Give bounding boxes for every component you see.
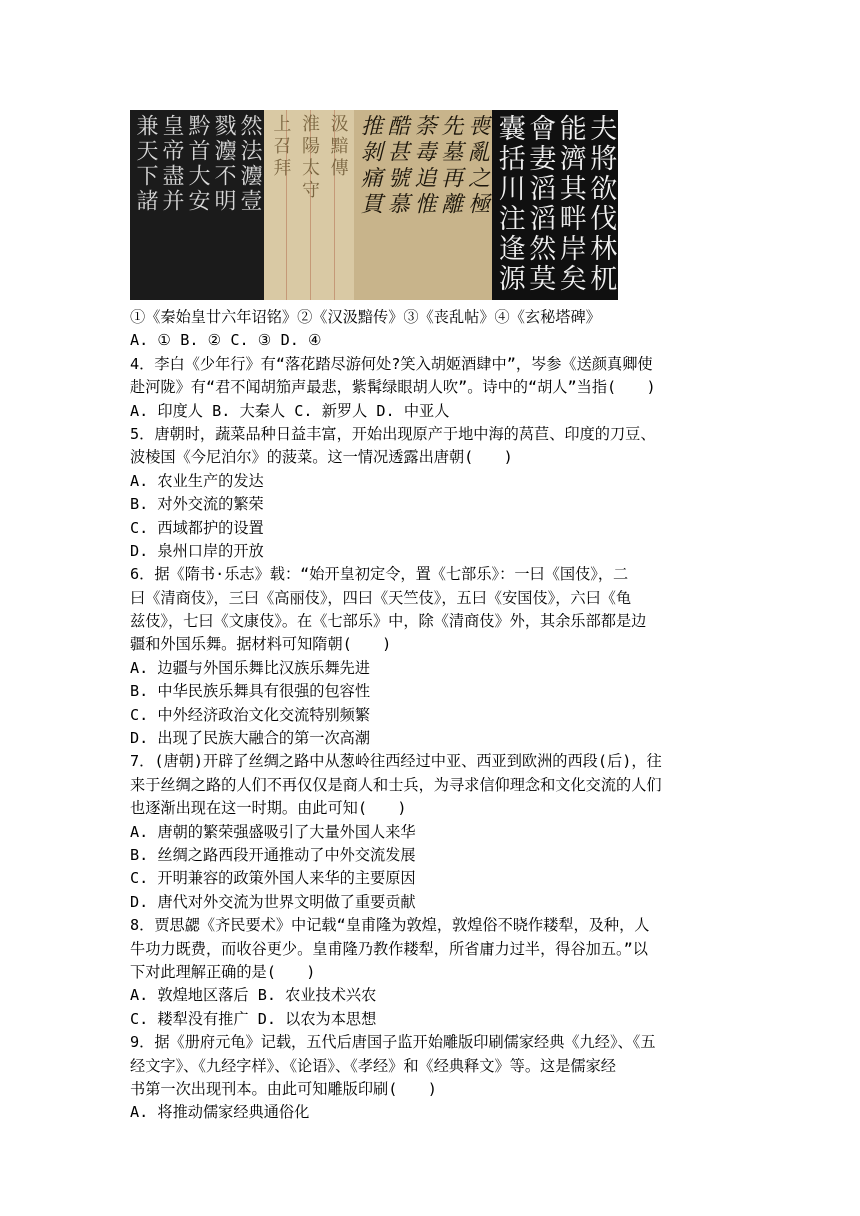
text-line: 也逐渐出现在这一时期。由此可知( ) [130,799,407,818]
glyph-column: 荼毒追惟 [410,114,436,218]
calligraphy-image-strip [130,110,618,300]
glyph-column: 會妻滔滔然莫 [524,114,556,294]
text-line: 经文字》、《九经字样》、《论语》、《孝经》和《经典释文》等。这是儒家经 [130,1056,616,1075]
text-line: 波棱国《今尼泊尔》的菠菜。这一情况透露出唐朝( ) [130,448,513,467]
xuanmi-stele-image [492,110,618,300]
text-line: A. 农业生产的发达 [130,471,264,490]
glyph-column: 黔首大安 [185,114,210,214]
text-line: 下对此理解正确的是( ) [130,962,316,981]
caption-item: ④《玄秘塔碑》 [494,308,601,326]
text-line: B. 丝绸之路西段开通推动了中外交流发展 [130,845,416,864]
glyph-column: 推剝痛貫 [357,114,383,218]
text-line: 赴河陇》有“君不闻胡笳声最悲，紫髯绿眼胡人吹”。诗中的“胡人”当指( ) [130,378,656,397]
glyph-column: 戮灋不明 [211,114,236,214]
text-line: A. 唐朝的繁荣强盛吸引了大量外国人来华 [130,822,416,841]
glyph-column: 先墓再離 [437,114,463,218]
glyph-column: 上召拜 [270,114,292,180]
glyph-column: 汲黯傳 [327,114,349,180]
text-line: A. ① B. ② C. ③ D. ④ [130,331,322,350]
text-line: 8．贾思勰《齐民要术》中记载“皇甫隆为敦煌，敦煌俗不晓作耧犁，及种，人 [130,916,650,935]
text-line: 来于丝绸之路的人们不再仅仅是商人和士兵，为寻求信仰理念和文化交流的人们 [130,775,662,794]
text-line: D. 出现了民族大融合的第一次高潮 [130,729,371,748]
text-line: C. 西域都护的设置 [130,518,264,537]
text-line: C. 耧犁没有推广 D. 以农为本思想 [130,1009,377,1028]
text-line: D. 泉州口岸的开放 [130,541,264,560]
text-line: A. 印度人 B. 大秦人 C. 新罗人 D. 中亚人 [130,401,450,420]
qin-inscription-image [130,110,264,300]
text-line: 牛功力既费，而收谷更少。皇甫隆乃教作耧犁，所省庸力过半，得谷加五。”以 [130,939,648,958]
glyph-column: 囊括川注逢源 [493,114,525,294]
question-text [130,306,738,1125]
glyph-column: 兼天下諸 [133,114,158,214]
image-caption [130,306,738,329]
text-line: 兹伎》，七曰《文康伎》。在《七部乐》中，除《清商伎》外，其余乐部都是边 [130,612,647,631]
sang-luan-image [354,110,492,300]
text-line: C. 开明兼容的政策外国人来华的主要原因 [130,869,416,888]
text-line: D. 唐代对外交流为世界文明做了重要贡献 [130,892,416,911]
text-line: 9．据《册府元龟》记载，五代后唐国子监开始雕版印刷儒家经典《九经》、《五 [130,1033,656,1052]
han-bamboo-image [264,110,354,300]
text-line: 6．据《隋书·乐志》载：“始开皇初定令，置《七部乐》：一曰《国伎》，二 [130,565,629,584]
text-line: A. 边疆与外国乐舞比汉族乐舞先进 [130,658,371,677]
text-line: A. 敦煌地区落后 B. 农业技术兴农 [130,986,377,1005]
caption-item: ②《汉汲黯传》 [297,308,404,326]
glyph-column: 然法灋壹 [237,114,262,214]
text-line: 5．唐朝时，蔬菜品种日益丰富，开始出现原产于地中海的莴苣、印度的刀豆、 [130,424,656,443]
glyph-column: 酷甚號慕 [384,114,410,218]
glyph-column: 皇帝盡并 [159,114,184,214]
text-line: 书第一次出现刊本。由此可知雕版印刷( ) [130,1079,437,1098]
glyph-column: 淮陽太守 [298,114,320,202]
text-line: A. 将推动儒家经典通俗化 [130,1103,310,1122]
caption-item: ①《秦始皇廿六年诏铭》 [130,308,298,326]
text-line: 曰《清商伎》，三曰《高丽伎》，四曰《天竺伎》，五曰《安国伎》，六曰《龟 [130,588,632,607]
text-line: 4．李白《少年行》有“落花踏尽游何处?笑入胡姬酒肆中”，岑参《送颜真卿使 [130,354,653,373]
glyph-column: 夫將欲伐林杌 [585,114,617,294]
text-line: 疆和外国乐舞。据材料可知隋朝( ) [130,635,392,654]
text-line: B. 中华民族乐舞具有很强的包容性 [130,682,371,701]
text-line: 7．(唐朝)开辟了丝绸之路中从葱岭往西经过中亚、西亚到欧洲的西段(后)，往 [130,752,662,771]
glyph-column: 喪亂之極 [464,114,490,218]
text-line: C. 中外经济政治文化交流特别频繁 [130,705,371,724]
caption-item: ③《丧乱帖》 [403,308,495,326]
glyph-column: 能濟其畔岸矣 [554,114,586,294]
text-line: B. 对外交流的繁荣 [130,495,264,514]
